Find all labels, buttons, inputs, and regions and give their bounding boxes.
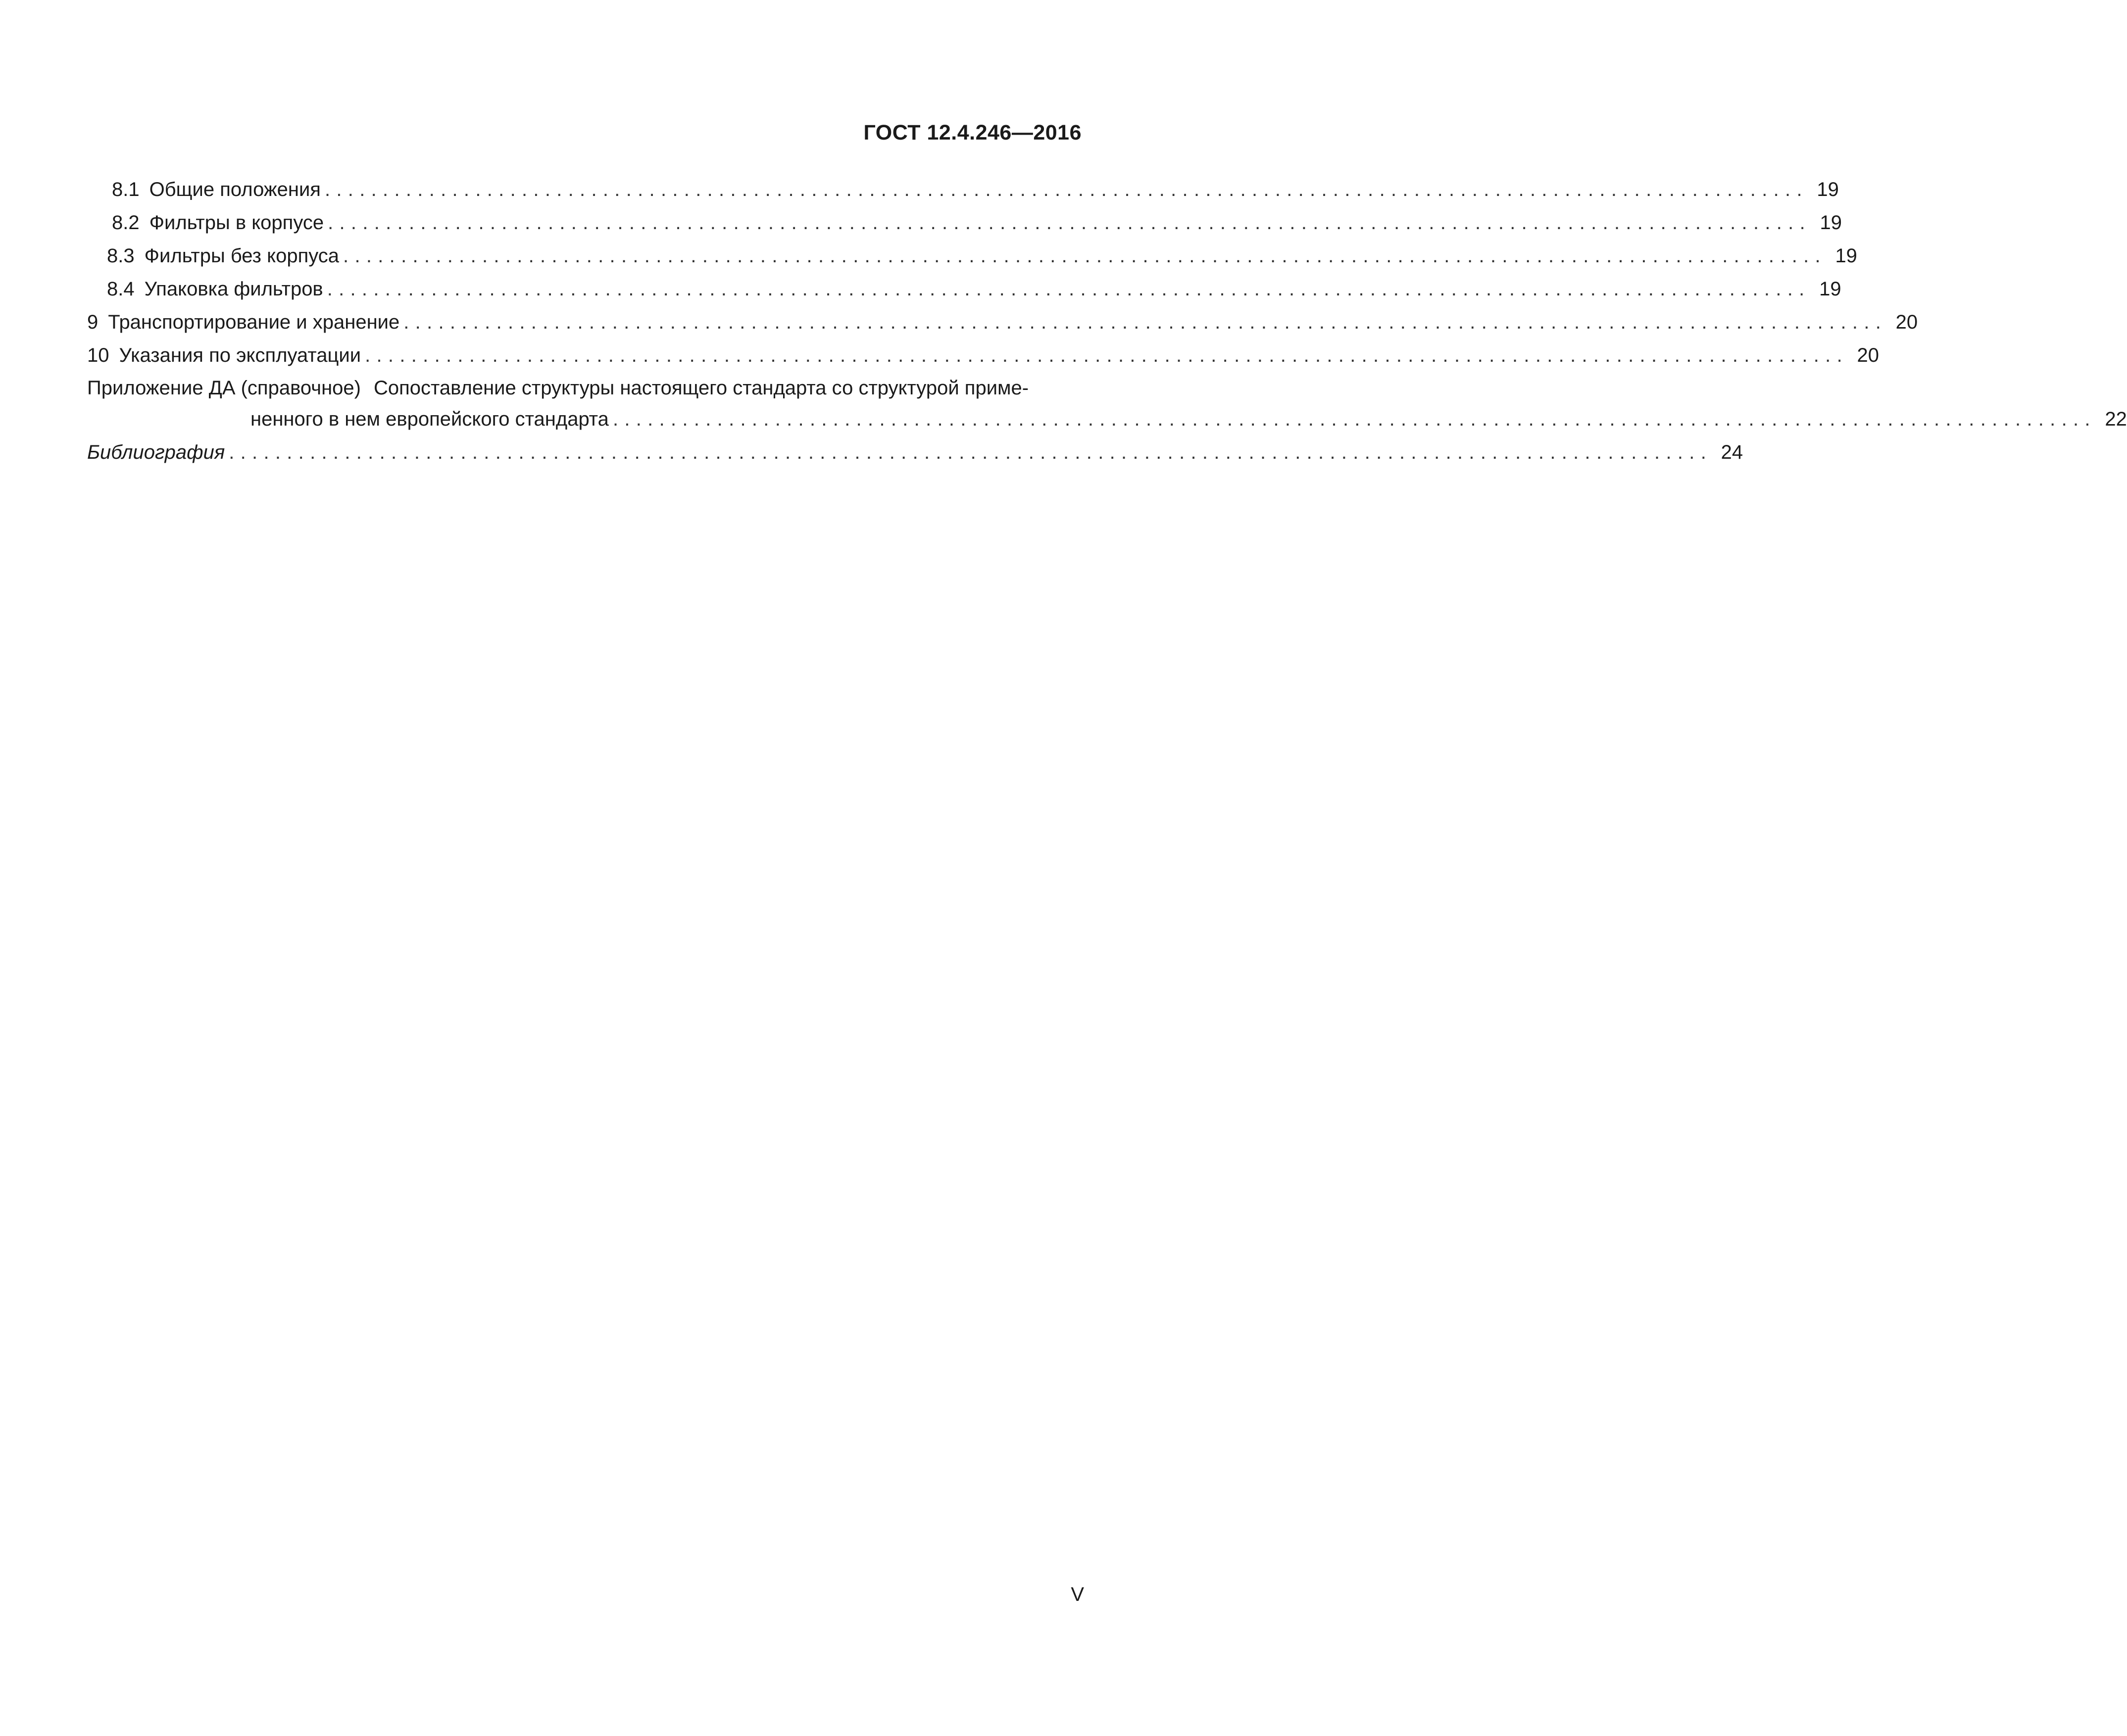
toc-entry-number: 10 [87,344,109,366]
toc-entry-9[interactable] [87,306,1918,339]
table-of-contents [87,173,2127,469]
dot-leader: ................................................................................................................................ [365,344,1848,366]
dot-leader: ................................................................................................................................ [324,179,1808,200]
dot-leader: ................................................................................................................................ [229,441,1713,463]
appendix-title-line-1: Сопоставление структуры настоящего стандарта со структурой приме- [374,377,1029,399]
toc-entry-bibliography[interactable] [87,436,1743,469]
toc-entry-number: 8.3 [107,245,135,267]
toc-entry-title: Упаковка фильтров [144,278,323,300]
document-code: ГОСТ 12.4.246—2016 [863,121,1082,145]
toc-entry-number: 8.2 [112,212,140,234]
appendix-line-1 [87,373,1082,403]
toc-entry-title: Указания по эксплуатации [119,344,361,366]
toc-entry-8-1[interactable] [87,173,1839,206]
toc-entry-appendix-da[interactable] [87,373,2127,436]
toc-entry-number: 8.1 [112,179,140,200]
toc-entry-page: 24 [1721,441,1743,463]
dot-leader: ................................................................................................................................ [403,311,1887,333]
toc-entry-title: Общие положения [149,179,321,200]
appendix-title-line-2: ненного в нем европейского стандарта [250,408,609,430]
toc-entry-page: 19 [1817,179,1839,200]
dot-leader: ................................................................................................................................ [343,245,1827,267]
toc-entry-8-4[interactable] [87,273,1841,306]
appendix-label: Приложение ДА (справочное) [87,377,361,399]
toc-entry-page: 20 [1857,344,1879,366]
toc-entry-page: 19 [1819,278,1841,300]
toc-entry-number: 9 [87,311,99,333]
toc-entry-page: 22 [2105,408,2127,430]
toc-entry-8-3[interactable] [87,240,1857,273]
toc-entry-page: 19 [1835,245,1857,267]
toc-entry-title: Фильтры в корпусе [149,212,324,234]
toc-entry-title: Транспортирование и хранение [108,311,400,333]
dot-leader: ................................................................................................................................ [328,212,1812,234]
toc-entry-number: 8.4 [107,278,135,300]
toc-entry-title: Библиография [87,441,225,463]
toc-entry-title: Фильтры без корпуса [144,245,340,267]
toc-entry-page: 19 [1820,212,1842,234]
appendix-line-2 [87,403,2127,436]
dot-leader: ................................................................................................................................ [327,278,1811,300]
toc-entry-page: 20 [1895,311,1918,333]
toc-entry-8-2[interactable] [87,206,1842,240]
dot-leader: ................................................................................................................................ [612,408,2096,430]
page-number: V [1071,1584,1084,1605]
toc-entry-10[interactable] [87,339,1879,372]
